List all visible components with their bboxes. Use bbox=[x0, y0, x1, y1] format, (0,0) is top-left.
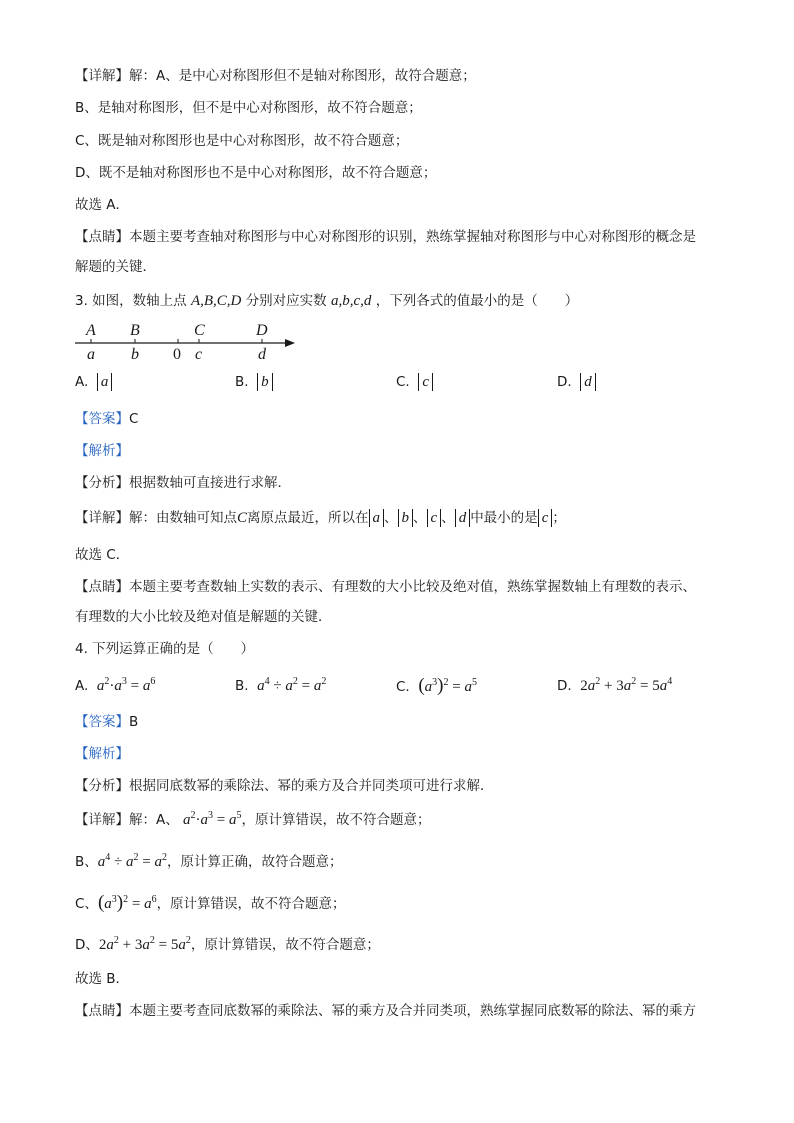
text-line: C、既是轴对称图形也是中心对称图形，故不符合题意； bbox=[75, 133, 409, 149]
text-line: 【点睛】本题主要考查轴对称图形与中心对称图形的识别，熟练掌握轴对称图形与中心对称图形的概念是 bbox=[75, 229, 696, 245]
text-line: 解题的关键． bbox=[75, 259, 156, 275]
question-4-stem: 4. 下列运算正确的是（ ） bbox=[75, 641, 255, 657]
option-a: A. a bbox=[75, 371, 112, 393]
value-label: b bbox=[131, 346, 139, 363]
text-line: 故选 B． bbox=[75, 971, 130, 987]
text-line: 【点睛】本题主要考查数轴上实数的表示、有理数的大小比较及绝对值，熟练掌握数轴上有理数的表示、 bbox=[75, 579, 696, 595]
number-line-figure bbox=[72, 318, 302, 364]
point-label: A bbox=[86, 322, 96, 339]
option-c: C. c bbox=[396, 371, 433, 393]
detail-line: D、$2a^2 + 3a^2 = 5a^2$，原计算错误，故不符合题意； bbox=[75, 935, 380, 953]
analysis-tag: 【解析】 bbox=[75, 746, 129, 762]
point-label: C bbox=[194, 322, 205, 339]
point-label: B bbox=[130, 322, 140, 339]
detail-line: 【详解】解：由数轴可知点C离原点最近，所以在 a 、 b 、 c 、 d 中最小的是 c ； bbox=[75, 510, 566, 526]
analysis-line: 【分析】根据同底数幂的乘除法、幂的乘方及合并同类项可进行求解． bbox=[75, 778, 494, 794]
text-line: D、既不是轴对称图形也不是中心对称图形，故不符合题意； bbox=[75, 165, 437, 181]
option-a: A. $a^2\cdot a^3 = a^6$ bbox=[75, 676, 156, 694]
answer-line: 【答案】B bbox=[75, 714, 139, 730]
text-line: B、是轴对称图形，但不是中心对称图形，故不符合题意； bbox=[75, 100, 422, 116]
detail-line: C、$(a^3)^2 = a^6$，原计算错误，故不符合题意； bbox=[75, 892, 346, 913]
option-b: B. $a^4 \div a^2 = a^2$ bbox=[235, 676, 327, 694]
analysis-line: 【分析】根据数轴可直接进行求解． bbox=[75, 475, 291, 491]
text-line: 故选 A． bbox=[75, 197, 130, 213]
point-label: D bbox=[256, 322, 268, 339]
option-c: C. $(a^3)^2 = a^5$ bbox=[396, 675, 477, 696]
text-line: 【详解】解：A、是中心对称图形但不是轴对称图形，故符合题意； bbox=[75, 68, 476, 84]
option-d: D. d bbox=[557, 371, 596, 393]
text-line: 故选 C． bbox=[75, 547, 130, 563]
value-label: c bbox=[195, 346, 203, 363]
origin-label: 0 bbox=[173, 346, 181, 363]
answer-line: 【答案】C bbox=[75, 411, 139, 427]
analysis-tag: 【解析】 bbox=[75, 443, 129, 459]
detail-line: B、$a^4 \div a^2 = a^2$，原计算正确，故符合题意； bbox=[75, 852, 343, 870]
option-b: B. b bbox=[235, 371, 273, 393]
value-label: d bbox=[258, 346, 266, 363]
text-line: 【点睛】本题主要考查同底数幂的乘除法、幂的乘方及合并同类项，熟练掌握同底数幂的除法、幂的乘方 bbox=[75, 1003, 696, 1019]
value-label: a bbox=[87, 346, 95, 363]
detail-line: 【详解】解：A、 $a^2\cdot a^3 = a^5$，原计算错误，故不符合题意； bbox=[75, 810, 431, 828]
question-3-stem: 3. 如图，数轴上点 A,B,C,D 分别对应实数 a,b,c,d ，下列各式的值最小的是（ ） bbox=[75, 293, 579, 309]
option-d: D. $2a^2 + 3a^2 = 5a^4$ bbox=[557, 676, 673, 694]
text-line: 有理数的大小比较及绝对值是解题的关键． bbox=[75, 609, 332, 625]
